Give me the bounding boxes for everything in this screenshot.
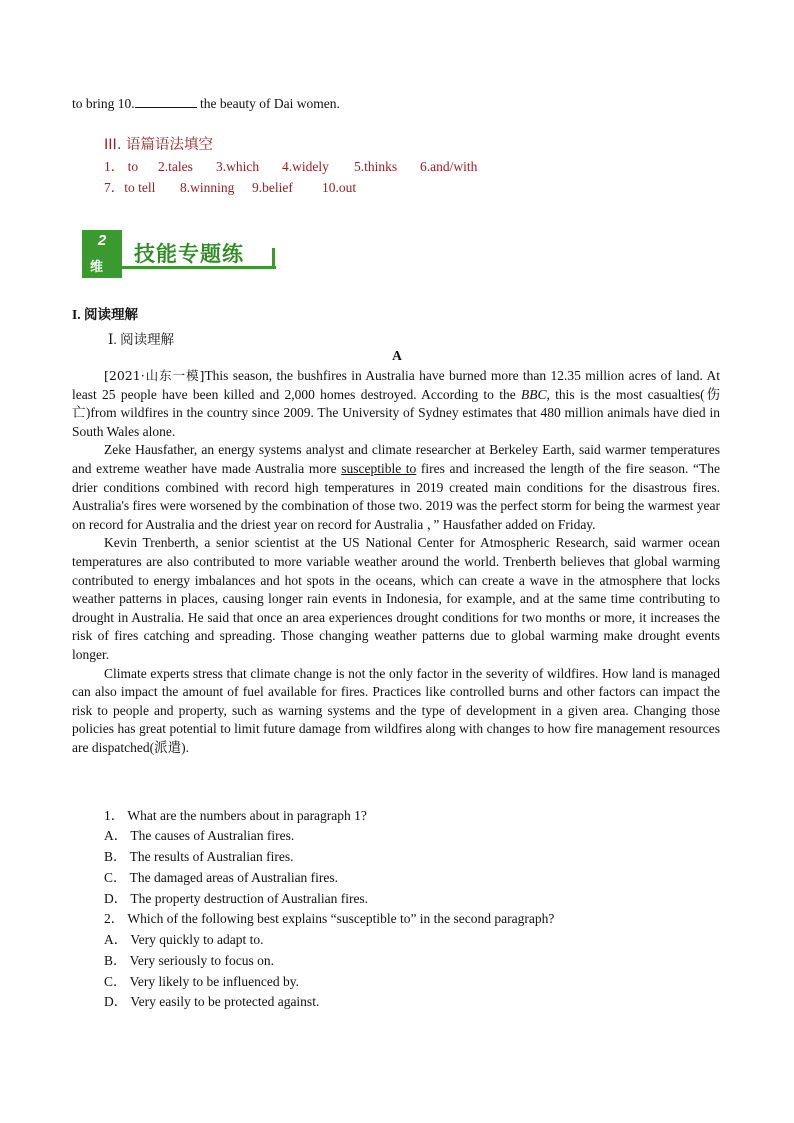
badge-underline [122,266,276,269]
paragraph-1 [72,367,720,441]
answer-1: 1． to [104,159,139,174]
paragraph-2 [72,441,720,534]
underlined-phrase: susceptible to [341,460,417,476]
question-2-option-a: A． Very quickly to adapt to. [104,932,264,947]
paragraph-2-text-a: Zeke Hausfather, an energy systems analyst and climate researcher at Berkeley Earth, said warmer temperatures and extreme weather have made Australia more [72,442,720,476]
badge-number: 2 [97,232,107,249]
answer-4: 4.widely [282,159,329,174]
paragraph-2-text-b: fires and increased the length of the fire season. “The drier conditions combined with record high temperatures in 2019 created main conditions for the disastrous fires. Australia's fires were worsened by the combination of those two. 2019 was the perfect storm for being the warmest year on record for Australia and the driest year on record for Australia ，” Hausfather added on Friday. [72,460,720,532]
question-2-option-c: C． Very likely to be influenced by. [104,974,299,989]
reading-heading: I. 阅读理解 [72,307,139,322]
question-1: 1． What are the numbers about in paragraph 1? [104,808,367,823]
top-line-suffix: the beauty of Dai women. [196,96,340,111]
answer-8: 8.winning [180,180,235,195]
answer-3: 3.which [216,159,260,174]
question-2-option-d: D． Very easily to be protected against. [104,994,320,1009]
question-2-option-b: B． Very seriously to focus on. [104,953,274,968]
paragraph-4: Climate experts stress that climate change is not the only factor in the severity of wildfires. How land is managed can also impact the amount of fuel available for fires. Practices like controlled burns and other factors can impact the risk to people and property, such as warning systems and the type of development in a given area. Changing those policies has great potential to limit future damage from wildfires along with changes to how fire management resources are dispatched(派遣). [72,665,720,755]
badge-tick [272,248,275,268]
answer-7: 7．to tell [104,180,156,195]
answer-6: 6.and/with [420,159,478,174]
answer-row-1 [104,155,477,175]
paragraph-1-text-a: This season, the bushfires in Australia have burned more than 12.35 million acres of land. At least 25 people have been killed and 2,000 homes destroyed. According to the [72,368,720,402]
answer-9: 9.belief [252,180,293,195]
badge-title: 技能专题练 [134,242,244,266]
bbc-italic: BBC, [521,386,550,402]
badge-char: 维 [90,260,104,275]
answer-2: 2.tales [158,159,193,174]
paragraph-3: Kevin Trenberth, a senior scientist at the US National Center for Atmospheric Research, said warmer ocean temperatures are also contributed to more variable weather around the world. Trenberth believes that global warming contributed to energy imbalances and hot spots in the oceans, which can create a wave in the atmosphere that locks weather patterns in places, causing longer rain events in Indonesia, for example, and at the same time contributing to drought in Australia. He said that once an area experiences drought conditions for two months or more, it increases the risk of fires catching and spreading. Those changing weather patterns due to global warming make drought events longer. [72,535,720,662]
passage-body [72,367,720,757]
section3-heading: III. 语篇语法填空 [104,137,214,153]
question-2: 2． Which of the following best explains “susceptible to” in the second paragraph? [104,911,555,926]
question-1-option-b: B． The results of Australian fires. [104,849,294,864]
source-tag: [2021·山东一模] [104,368,205,383]
top-line [72,95,340,112]
question-1-option-a: A． The causes of Australian fires. [104,828,295,843]
question-1-option-c: C． The damaged areas of Australian fires. [104,870,339,885]
answer-5: 5.thinks [354,159,398,174]
question-1-option-d: D． The property destruction of Australian fires. [104,891,369,906]
answer-blank-10 [135,95,197,108]
answer-10: 10.out [322,180,357,195]
answer-row-2 [104,176,356,196]
reading-subheading: Ⅰ. 阅读理解 [108,332,175,347]
section-badge [82,228,278,282]
passage-label: A [392,348,402,363]
paragraph-1-text-b: this is the most casualties(伤亡)from wildfires in the country since 2009. The University of Sydney estimates that 480 million animals have died in South Wales alone. [72,386,721,439]
top-line-prefix: to bring 10. [72,96,135,111]
